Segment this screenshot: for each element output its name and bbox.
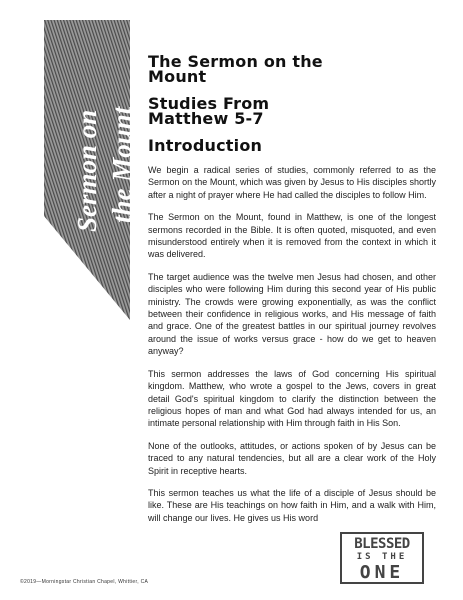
document-subtitle-line-2: Matthew 5-7	[148, 109, 264, 128]
paragraph: The Sermon on the Mount, found in Matthew, is one of the longest sermons recorded in the Bible. It is often quoted, misquoted, and even misunderstood entirely when it is removed from the context in which it was delivered.	[148, 212, 436, 260]
banner-title-line-2: the Mount	[107, 106, 137, 223]
paragraph: We begin a radical series of studies, commonly referred to as the Sermon on the Mount, which was given by Jesus to His disciples shortly after a night of prayer where He had called the disciples to follow Him.	[148, 165, 436, 200]
section-heading: Introduction	[148, 136, 263, 155]
title-banner	[44, 20, 137, 320]
document-subtitle	[148, 96, 433, 126]
document-subtitle-line-1: Studies From	[148, 94, 270, 113]
paragraph: The target audience was the twelve men Jesus had chosen, and other disciples who were following Him during this second year of His public ministry. The crowds were growing exponentially, as was the conflict between their confidence in religious works, and His message of faith and grace. One of the greatest battles in our spiritual journey revolves around the issue of works versus grace - how do we get to heaven anyway?	[148, 271, 436, 357]
logo-line-1: BLESSED	[354, 536, 410, 552]
body-text	[148, 164, 436, 534]
banner-title-line-1: Sermon on	[72, 109, 102, 232]
logo-line-2: IS THE	[356, 552, 408, 562]
blessed-is-the-one-logo	[340, 532, 424, 584]
paragraph: This sermon teaches us what the life of a disciple of Jesus should be like. These are His teachings on how faith in Him, and a walk with Him, will change our lives. He gives us His word	[148, 487, 436, 523]
paragraph: None of the outlooks, attitudes, or actions spoken of by Jesus can be traced to any natural tendencies, but all are a clear work of the Holy Spirit in receptive hearts.	[148, 440, 436, 476]
document-title	[148, 54, 433, 84]
copyright-footer: ©2019—Morningstar Christian Chapel, Whittier, CA	[20, 579, 149, 585]
paragraph: This sermon addresses the laws of God concerning His spiritual kingdom. Matthew, who wrote a gospel to the Jews, covers in great detail God's spiritual kingdom to clarify the distinction between the religious hopes of man and what God had always intended for us, an intimate personal relationship with Him through faith in His Son.	[148, 368, 436, 429]
logo-line-3: ONE	[359, 562, 405, 583]
document-title-line-1: The Sermon on the	[148, 52, 323, 71]
banner-title	[44, 20, 137, 320]
document-title-line-2: Mount	[148, 67, 207, 86]
